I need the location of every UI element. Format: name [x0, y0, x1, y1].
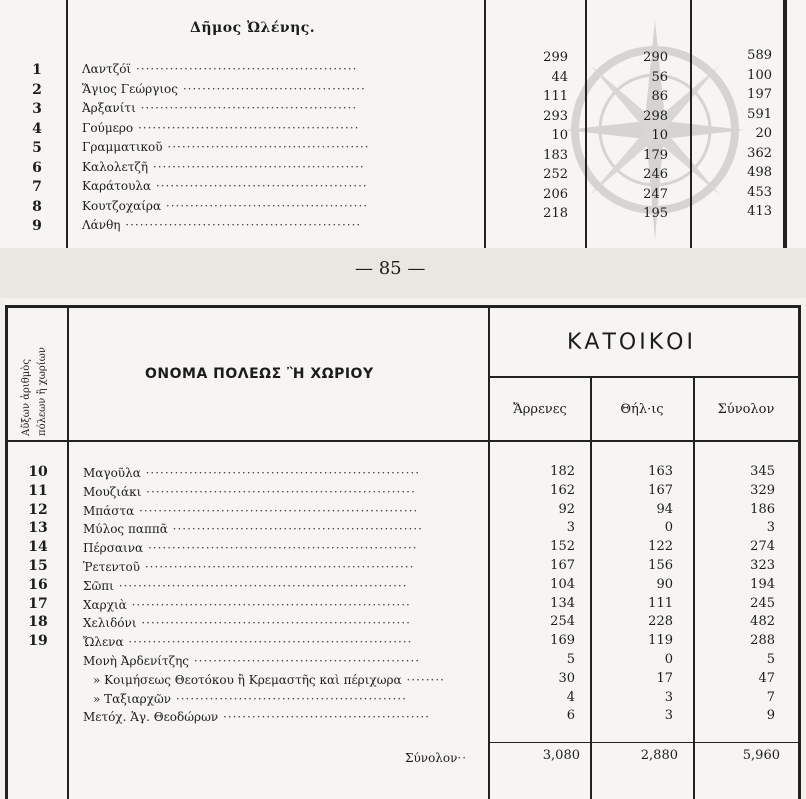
column-rule — [690, 0, 692, 250]
total-value: 589 — [747, 48, 772, 63]
place-name: Ἅγιος Γεώργιος ······································ — [82, 81, 366, 96]
place-name: Μετόχ. Ἁγ. Θεοδώρων ··········································· — [83, 710, 431, 725]
total-value: 197 — [747, 87, 772, 102]
total-value: 3 — [766, 520, 775, 536]
males-value: 183 — [543, 147, 568, 163]
place-name: » Ταξιαρχῶν ················································ — [93, 691, 408, 706]
row-number: 4 — [32, 120, 42, 137]
males-value: 252 — [543, 167, 568, 182]
row-number: 13 — [28, 520, 48, 537]
total-value: 47 — [758, 670, 775, 686]
place-name: » Κοιμήσεως Θεοτόκου ἢ Κρεμαστῆς καὶ πέριχωρα ········ — [93, 672, 445, 687]
males-value: 92 — [558, 501, 575, 517]
place-name: Μουζιάκι ························································ — [83, 484, 416, 499]
row-number: 15 — [28, 558, 48, 574]
total-value: 323 — [750, 558, 775, 573]
row-number: 14 — [28, 539, 48, 556]
table-top-border — [5, 305, 801, 308]
page-number: — 85 — — [355, 258, 426, 279]
place-name: Μπάστα ·························································· — [83, 503, 419, 518]
row-number: 16 — [28, 576, 48, 593]
row-number: 11 — [28, 482, 48, 499]
males-value: 30 — [558, 670, 575, 686]
place-name: Πέρσαινα ························································ — [83, 541, 418, 556]
females-value: 90 — [656, 576, 673, 592]
females-value: 0 — [664, 520, 673, 536]
total-value: 186 — [750, 501, 775, 517]
males-value: 169 — [550, 633, 575, 649]
serial-number-header: Αὔξων ἀριθμὸς πόλεων ἢ χωρίων — [21, 347, 48, 436]
total-label: Σύνολον·· — [405, 751, 468, 765]
total-value: 100 — [747, 67, 772, 83]
row-number: 6 — [32, 159, 42, 176]
column-rule — [585, 0, 587, 250]
females-value: 298 — [643, 108, 668, 124]
place-name: Λάνθη ················································· — [82, 218, 362, 232]
total-value: 345 — [750, 464, 775, 479]
total-value: 194 — [750, 576, 775, 592]
total-value: 9 — [766, 708, 775, 724]
total-header: Σύνολον — [717, 402, 775, 417]
inhabitants-header: ΚΑΤΟΙΚΟΙ — [567, 330, 696, 355]
females-value: 3 — [664, 708, 673, 724]
females-value: 179 — [643, 147, 668, 163]
total-value: 362 — [747, 145, 772, 161]
females-value: 228 — [648, 614, 673, 630]
row-number: 1 — [32, 62, 42, 78]
total-value: 5 — [766, 652, 775, 667]
row-number: 7 — [32, 179, 42, 195]
place-name: Κουτζοχαίρα ·········································· — [82, 198, 369, 213]
total-females: 2,880 — [640, 748, 678, 763]
row-number: 10 — [28, 464, 48, 480]
row-number: 17 — [28, 595, 48, 612]
header-bottom-rule — [5, 440, 801, 442]
row-number: 19 — [28, 633, 48, 650]
total-value: 413 — [747, 204, 772, 219]
place-name: Μύλος παππᾶ ···················································· — [83, 522, 423, 537]
females-value: 119 — [648, 633, 673, 649]
females-value: 0 — [664, 652, 673, 667]
total-value: 20 — [755, 126, 772, 141]
females-value: 86 — [651, 89, 668, 104]
total-rule — [490, 742, 798, 743]
row-number: 8 — [32, 198, 42, 215]
row-number: 3 — [32, 101, 42, 117]
males-value: 4 — [566, 689, 575, 705]
males-value: 152 — [550, 539, 575, 555]
place-name: Χαρχιὰ ·························································· — [83, 597, 411, 612]
females-value: 167 — [648, 482, 673, 498]
row-number: 5 — [32, 140, 42, 156]
males-value: 3 — [566, 520, 575, 536]
females-value: 17 — [656, 670, 673, 686]
column-rule — [488, 305, 490, 799]
column-rule — [484, 0, 486, 250]
total-value: 7 — [766, 689, 775, 705]
males-value: 134 — [550, 595, 575, 611]
place-name: Μονὴ Ἀρδενίτζης ··············································· — [83, 654, 421, 668]
place-name: Μαγοῦλα ························································· — [83, 466, 421, 480]
header-subrule — [490, 376, 798, 378]
males-value: 111 — [543, 89, 568, 104]
place-name: Ἀρξανίτι ············································· — [82, 101, 358, 115]
females-header: Θήλ·ις — [620, 402, 664, 417]
row-number: 2 — [32, 81, 42, 98]
total-value: 288 — [750, 633, 775, 649]
place-name: Σῶπι ···························································· — [83, 578, 408, 593]
males-header: Ἄρρενες — [513, 402, 567, 417]
total-value: 453 — [747, 184, 772, 200]
population-table — [5, 300, 801, 799]
total-all: 5,960 — [742, 748, 780, 763]
row-number: 12 — [28, 501, 48, 518]
females-value: 122 — [648, 539, 673, 555]
males-value: 5 — [566, 652, 575, 667]
column-rule — [67, 305, 69, 799]
place-name: Γούμερο ·············································· — [82, 120, 360, 135]
place-name: Λαντζόϊ ·············································· — [82, 62, 358, 76]
males-value: 6 — [566, 708, 575, 724]
females-value: 3 — [664, 689, 673, 705]
table-right-border — [798, 305, 801, 799]
females-value: 195 — [643, 206, 668, 221]
males-value: 44 — [551, 69, 568, 85]
males-value: 254 — [550, 614, 575, 630]
total-males: 3,080 — [542, 748, 580, 763]
males-value: 10 — [551, 128, 568, 143]
males-value: 299 — [543, 50, 568, 65]
females-value: 246 — [643, 167, 668, 182]
females-value: 10 — [651, 128, 668, 143]
column-rule — [66, 0, 68, 250]
females-value: 94 — [656, 501, 673, 517]
total-value: 329 — [750, 482, 775, 498]
place-name: Ὤλενα ··························································· — [83, 635, 413, 650]
total-value: 274 — [750, 539, 775, 555]
females-value: 111 — [648, 595, 673, 611]
place-name-header: ΟΝΟΜΑ ΠΟΛΕΩΣ Ἢ ΧΩΡΙΟΥ — [145, 366, 374, 382]
row-number: 9 — [32, 218, 42, 234]
males-value: 104 — [550, 576, 575, 592]
males-value: 162 — [550, 482, 575, 498]
males-value: 218 — [543, 206, 568, 221]
males-value: 167 — [550, 558, 575, 573]
total-value: 245 — [750, 595, 775, 611]
district-title: Δῆμος Ὠλένης. — [190, 20, 316, 36]
females-value: 247 — [643, 186, 668, 202]
males-value: 206 — [543, 186, 568, 202]
females-value: 156 — [648, 558, 673, 573]
place-name: Ῥετεντοῦ ························································ — [83, 560, 415, 574]
total-value: 591 — [747, 106, 772, 122]
upper-page-fragment — [0, 0, 806, 250]
place-name: Γραμματικοῦ ·········································· — [82, 140, 370, 154]
females-value: 56 — [651, 69, 668, 85]
column-rule — [783, 0, 787, 250]
place-name: Χελιδόνι ························································ — [83, 616, 411, 631]
place-name: Καράτουλα ············································ — [82, 179, 368, 193]
total-value: 498 — [747, 165, 772, 180]
row-number: 18 — [28, 614, 48, 631]
males-value: 182 — [550, 464, 575, 479]
total-value: 482 — [750, 614, 775, 630]
place-name: Καλολετζῆ ············································ — [82, 159, 365, 174]
females-value: 290 — [643, 50, 668, 65]
females-value: 163 — [648, 464, 673, 479]
males-value: 293 — [543, 108, 568, 124]
